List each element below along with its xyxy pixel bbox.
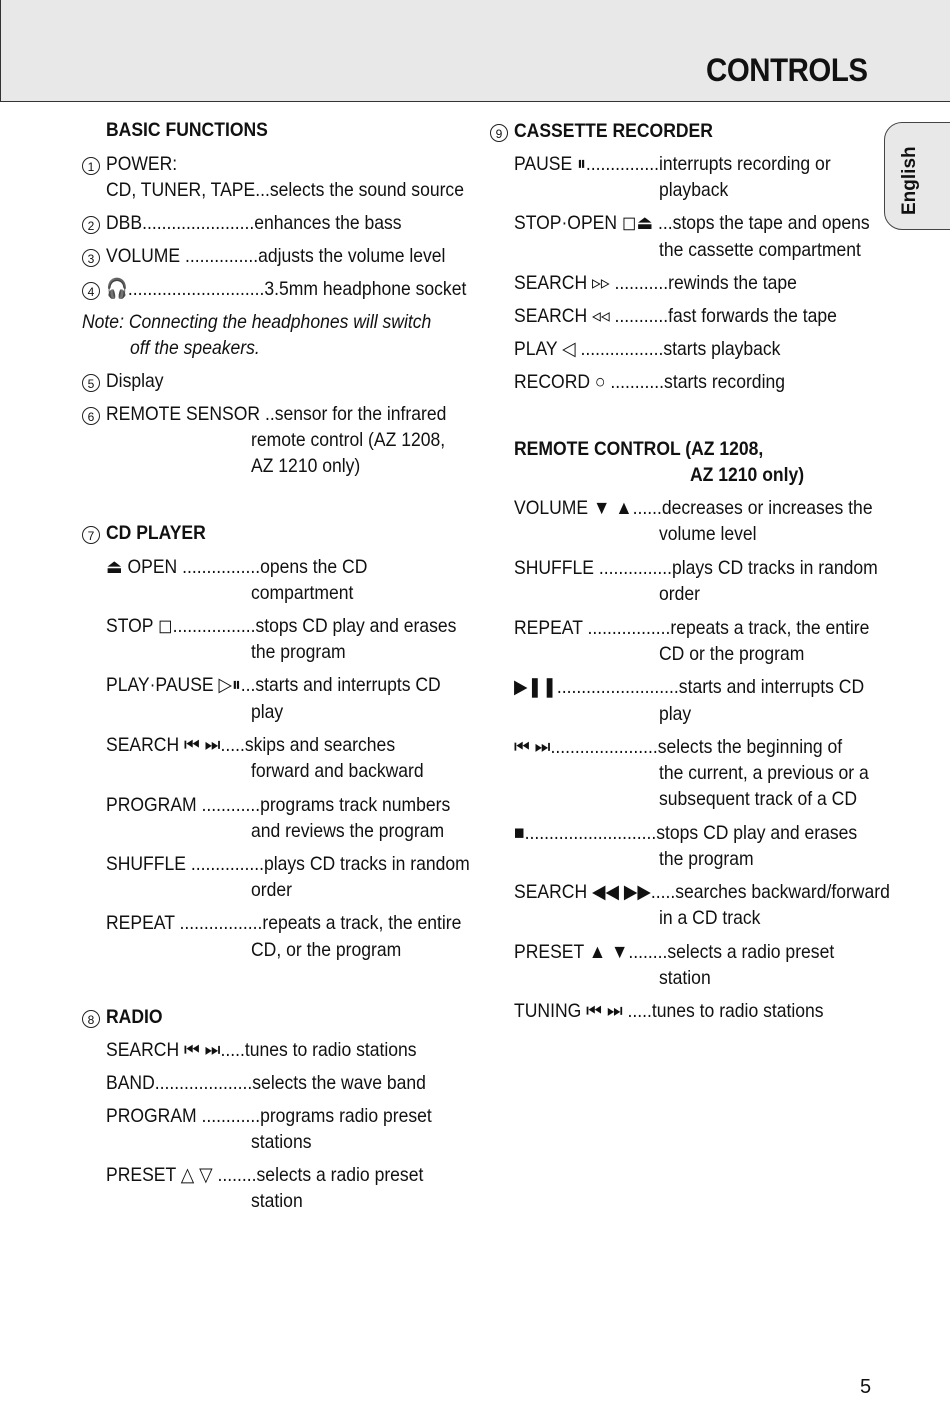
remote-stop-desc-2: the program — [659, 848, 754, 870]
radio-program-desc-2: stations — [251, 1131, 312, 1153]
basic-functions-heading: BASIC FUNCTIONS — [106, 119, 268, 141]
remote-tuning-entry: TUNING ⏮ ⏭ .....tunes to radio stations — [514, 1000, 824, 1022]
cd-player-heading: CD PLAYER — [106, 522, 206, 544]
language-tab-label: English — [899, 146, 920, 215]
item-number-9: 9 — [490, 124, 508, 142]
remote-heading: REMOTE CONTROL (AZ 1208, — [514, 438, 764, 460]
display-entry: Display — [106, 370, 164, 392]
cassette-stopopen-entry: STOP·OPEN ◻⏏ ...stops the tape and opens — [514, 212, 870, 234]
radio-search-entry: SEARCH ⏮ ⏭.....tunes to radio stations — [106, 1039, 417, 1061]
item-number-2: 2 — [82, 216, 100, 234]
cd-stop-desc-2: the program — [251, 641, 346, 663]
remote-sensor-desc-3: AZ 1210 only) — [251, 455, 361, 477]
cassette-rewind-entry: SEARCH ▹▹ ...........rewinds the tape — [514, 272, 797, 294]
item-number-1: 1 — [82, 157, 100, 175]
remote-search-desc-2: in a CD track — [659, 907, 761, 929]
remote-heading-2: AZ 1210 only) — [690, 464, 805, 486]
cassette-pause-entry: PAUSE ⏸...............interrupts recording or — [514, 153, 831, 175]
item-number-8: 8 — [82, 1010, 100, 1028]
cd-open-desc-2: compartment — [251, 582, 354, 604]
remote-skip-desc-3: subsequent track of a CD — [659, 788, 858, 810]
remote-playpause-entry: ▶❚❚.........................starts and interrupts CD — [514, 676, 865, 698]
cd-playpause-desc-2: play — [251, 701, 284, 723]
radio-preset-entry: PRESET △ ▽ ........selects a radio preset — [106, 1164, 424, 1186]
item-number-6: 6 — [82, 407, 100, 425]
item-number-4: 4 — [82, 282, 100, 300]
remote-playpause-desc-2: play — [659, 703, 692, 725]
item-number-7: 7 — [82, 526, 100, 544]
remote-volume-desc-2: volume level — [659, 523, 757, 545]
remote-repeat-entry: REPEAT .................repeats a track, the entire — [514, 617, 870, 639]
remote-shuffle-entry: SHUFFLE ...............plays CD tracks in random — [514, 557, 878, 579]
radio-band-entry: BAND....................selects the wave band — [106, 1072, 426, 1094]
note-line-2: off the speakers. — [130, 337, 260, 359]
remote-search-entry: SEARCH ◀◀ ▶▶.....searches backward/forward — [514, 881, 890, 903]
note-line-1: Note: Connecting the headphones will switch — [82, 311, 432, 333]
cassette-play-entry: PLAY ◁ .................starts playback — [514, 338, 781, 360]
cassette-heading: CASSETTE RECORDER — [514, 120, 713, 142]
remote-preset-desc-2: station — [659, 967, 711, 989]
cassette-ff-entry: SEARCH ◃◃ ...........fast forwards the tape — [514, 305, 837, 327]
cd-program-entry: PROGRAM ............programs track numbers — [106, 794, 451, 816]
cd-program-desc-2: and reviews the program — [251, 820, 445, 842]
item-number-5: 5 — [82, 374, 100, 392]
cassette-record-entry: RECORD ○ ...........starts recording — [514, 371, 785, 393]
cassette-stopopen-desc-2: the cassette compartment — [659, 239, 861, 261]
remote-preset-entry: PRESET ▲ ▼........selects a radio preset — [514, 941, 835, 963]
cd-shuffle-entry: SHUFFLE ...............plays CD tracks in random — [106, 853, 470, 875]
language-tab — [884, 122, 950, 230]
power-label: POWER: — [106, 153, 178, 175]
page-number: 5 — [860, 1376, 872, 1398]
cd-repeat-desc-2: CD, or the program — [251, 939, 402, 961]
radio-preset-desc-2: station — [251, 1190, 303, 1212]
cassette-pause-desc-2: playback — [659, 179, 729, 201]
cd-playpause-entry: PLAY·PAUSE ▷⏸...starts and interrupts CD — [106, 674, 441, 696]
radio-heading: RADIO — [106, 1006, 163, 1028]
volume-entry: VOLUME ...............adjusts the volume level — [106, 245, 446, 267]
cd-open-entry: ⏏ OPEN ................opens the CD — [106, 556, 368, 578]
remote-skip-desc-2: the current, a previous or a — [659, 762, 869, 784]
cd-search-entry: SEARCH ⏮ ⏭.....skips and searches — [106, 734, 396, 756]
dbb-entry: DBB.......................enhances the bass — [106, 212, 402, 234]
remote-shuffle-desc-2: order — [659, 583, 700, 605]
cd-search-desc-2: forward and backward — [251, 760, 424, 782]
radio-program-entry: PROGRAM ............programs radio preset — [106, 1105, 432, 1127]
cd-stop-entry: STOP ◻.................stops CD play and erases — [106, 615, 457, 637]
headphone-entry: 🎧............................3.5mm headphone socket — [106, 278, 467, 300]
remote-skip-entry: ⏮ ⏭......................selects the beginning of — [514, 736, 843, 758]
remote-repeat-desc-2: CD or the program — [659, 643, 805, 665]
cd-repeat-entry: REPEAT .................repeats a track, the entire — [106, 912, 462, 934]
remote-sensor-desc-2: remote control (AZ 1208, — [251, 429, 446, 451]
remote-volume-entry: VOLUME ▼ ▲......decreases or increases the — [514, 497, 873, 519]
remote-stop-entry: ■...........................stops CD play and erases — [514, 822, 858, 844]
cd-shuffle-desc-2: order — [251, 879, 292, 901]
remote-sensor-entry: REMOTE SENSOR ..sensor for the infrared — [106, 403, 447, 425]
page-title: CONTROLS — [706, 52, 868, 88]
power-desc: CD, TUNER, TAPE...selects the sound source — [106, 179, 464, 201]
item-number-3: 3 — [82, 249, 100, 267]
